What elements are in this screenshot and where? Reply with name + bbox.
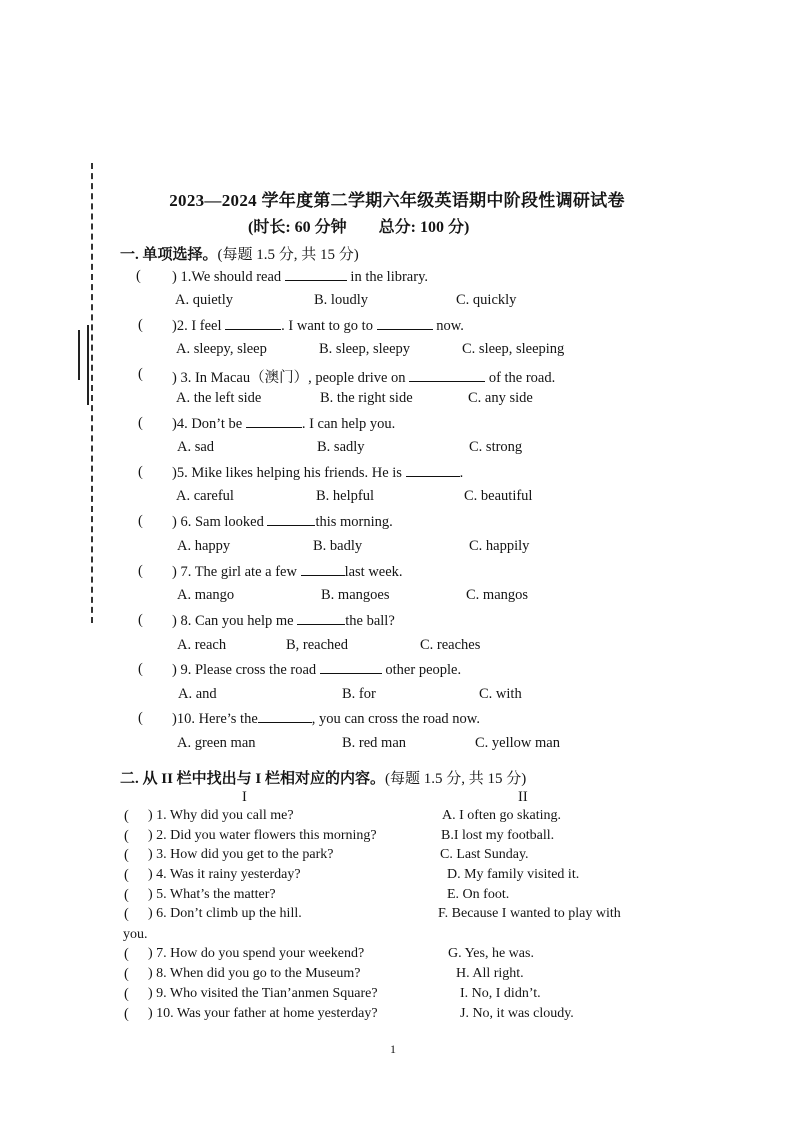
margin-mark — [87, 325, 89, 405]
exam-title: 2023—2024 学年度第二学期六年级英语期中阶段性调研试卷 — [169, 191, 625, 210]
question-text: the ball? — [345, 613, 395, 629]
question-1 — [172, 268, 428, 286]
answer-paren[interactable]: ( — [124, 966, 129, 982]
answer-blank[interactable] — [246, 415, 302, 428]
match-question-4: ) 4. Was it rainy yesterday? — [148, 867, 301, 882]
question-text: , you can cross the road now. — [311, 711, 480, 727]
question-5 — [172, 464, 463, 482]
answer-blank[interactable] — [297, 612, 345, 625]
question-8 — [172, 612, 395, 630]
section2-heading — [120, 767, 526, 788]
answer-paren[interactable]: ( — [124, 867, 129, 883]
question-text: )5. Mike likes helping his friends. He is — [172, 465, 406, 481]
option: A. green man — [177, 735, 256, 751]
question-text: of the road. — [485, 370, 556, 386]
match-question-8: ) 8. When did you go to the Museum? — [148, 966, 361, 981]
match-answer-h: H. All right. — [456, 966, 524, 981]
option: A. sleepy, sleep — [176, 341, 267, 357]
option: C. quickly — [456, 292, 517, 308]
option: B. sleep, sleepy — [319, 341, 411, 357]
answer-blank[interactable] — [320, 661, 382, 674]
option: B. the right side — [320, 390, 413, 406]
question-text: other people. — [381, 662, 462, 678]
answer-paren[interactable]: ( — [138, 366, 143, 382]
match-question-1: ) 1. Why did you call me? — [148, 808, 294, 823]
answer-paren[interactable]: ( — [124, 887, 129, 903]
question-text: . I want to go to — [281, 318, 377, 334]
option: B. mangoes — [321, 587, 390, 603]
question-7 — [172, 563, 403, 581]
match-question-7: ) 7. How do you spend your weekend? — [148, 946, 365, 961]
option: C. with — [479, 686, 522, 702]
question-6 — [172, 513, 393, 531]
question-text: ) 6. Sam looked — [172, 514, 268, 530]
answer-paren[interactable]: ( — [124, 906, 129, 922]
option: B. for — [342, 686, 376, 702]
binding-margin-line — [91, 163, 93, 623]
answer-paren[interactable]: ( — [124, 808, 129, 824]
option: C. any side — [468, 390, 533, 406]
question-4 — [172, 415, 395, 433]
answer-blank[interactable] — [225, 317, 281, 330]
option: B. helpful — [316, 488, 374, 504]
match-answer-g: G. Yes, he was. — [448, 946, 534, 961]
match-answer-f-wrap: you. — [123, 927, 148, 942]
match-answer-e: E. On foot. — [447, 887, 510, 902]
option: A. careful — [176, 488, 234, 504]
match-answer-b: B.I lost my football. — [441, 828, 555, 843]
match-answer-i: I. No, I didn’t. — [460, 986, 541, 1001]
answer-blank[interactable] — [406, 464, 460, 477]
answer-blank[interactable] — [409, 369, 485, 382]
question-text: )2. I feel — [172, 318, 226, 334]
section2-note: (每题 1.5 分, 共 15 分) — [385, 771, 527, 787]
answer-paren[interactable]: ( — [138, 612, 143, 628]
option: A. reach — [177, 637, 227, 653]
question-2 — [172, 317, 464, 335]
question-text: ) 8. Can you help me — [172, 613, 298, 629]
answer-paren[interactable]: ( — [124, 828, 129, 844]
answer-paren[interactable]: ( — [138, 661, 143, 677]
column-ii-header: II — [518, 789, 528, 805]
question-text: in the library. — [346, 269, 428, 285]
question-text: . I can help you. — [301, 416, 396, 432]
answer-paren[interactable]: ( — [138, 513, 143, 529]
answer-paren[interactable]: ( — [138, 710, 143, 726]
option: C. strong — [469, 439, 523, 455]
column-i-header: I — [242, 789, 247, 805]
match-question-9: ) 9. Who visited the Tian’anmen Square? — [148, 986, 378, 1001]
answer-paren[interactable]: ( — [124, 847, 129, 863]
match-answer-a: A. I often go skating. — [442, 808, 561, 823]
option: A. sad — [177, 439, 215, 455]
option: B. badly — [313, 538, 363, 554]
answer-paren[interactable]: ( — [138, 317, 143, 333]
question-text: ) 9. Please cross the road — [172, 662, 320, 678]
option: A. the left side — [176, 390, 262, 406]
match-answer-d: D. My family visited it. — [447, 867, 580, 882]
section1-note: (每题 1.5 分, 共 15 分) — [217, 247, 359, 263]
match-answer-c: C. Last Sunday. — [440, 847, 529, 862]
option: B. red man — [342, 735, 407, 751]
match-question-6: ) 6. Don’t climb up the hill. — [148, 906, 302, 921]
option: C. mangos — [466, 587, 529, 603]
option: B. loudly — [314, 292, 368, 308]
answer-paren[interactable]: ( — [124, 1006, 129, 1022]
option: C. yellow man — [475, 735, 560, 751]
match-question-10: ) 10. Was your father at home yesterday? — [148, 1006, 378, 1021]
match-answer-j: J. No, it was cloudy. — [460, 1006, 574, 1021]
answer-blank[interactable] — [258, 710, 312, 723]
question-10 — [172, 710, 480, 728]
question-3 — [172, 366, 555, 387]
option: B. sadly — [317, 439, 365, 455]
option: C. sleep, sleeping — [462, 341, 565, 357]
question-text: last week. — [344, 564, 403, 580]
question-text: . — [459, 465, 464, 481]
option: B, reached — [286, 637, 348, 653]
question-text: ) 1.We should read — [172, 269, 285, 285]
option: A. and — [178, 686, 217, 702]
option: C. beautiful — [464, 488, 533, 504]
answer-blank[interactable] — [285, 268, 347, 281]
option: C. reaches — [420, 637, 481, 653]
answer-paren[interactable]: ( — [124, 986, 129, 1002]
question-text: this morning. — [315, 514, 393, 530]
answer-blank[interactable] — [267, 513, 315, 526]
option: A. happy — [177, 538, 231, 554]
answer-paren[interactable]: ( — [136, 268, 141, 284]
match-question-3: ) 3. How did you get to the park? — [148, 847, 334, 862]
match-answer-f: F. Because I wanted to play with — [438, 906, 621, 921]
page-number: 1 — [390, 1042, 396, 1056]
margin-mark — [78, 330, 80, 380]
answer-blank[interactable] — [377, 317, 433, 330]
question-text: ) 7. The girl ate a few — [172, 564, 301, 580]
answer-paren[interactable]: ( — [124, 946, 129, 962]
question-text: )10. Here’s the — [172, 711, 258, 727]
question-text: now. — [432, 318, 464, 334]
answer-paren[interactable]: ( — [138, 415, 143, 431]
exam-subtitle: (时长: 60 分钟 总分: 100 分) — [248, 219, 470, 236]
option: C. happily — [469, 538, 530, 554]
question-9 — [172, 661, 461, 679]
answer-paren[interactable]: ( — [138, 563, 143, 579]
section1-heading — [120, 243, 359, 264]
option: A. quietly — [175, 292, 233, 308]
answer-paren[interactable]: ( — [138, 464, 143, 480]
section2-title: 二. 从 II 栏中找出与 I 栏相对应的内容。 — [120, 771, 386, 787]
match-question-2: ) 2. Did you water flowers this morning? — [148, 828, 377, 843]
section1-title: 一. 单项选择。 — [120, 247, 218, 263]
option: A. mango — [177, 587, 235, 603]
answer-blank[interactable] — [301, 563, 345, 576]
question-text: ) 3. In Macau（澳门）, people drive on — [172, 370, 410, 386]
question-text: )4. Don’t be — [172, 416, 246, 432]
match-question-5: ) 5. What’s the matter? — [148, 887, 276, 902]
